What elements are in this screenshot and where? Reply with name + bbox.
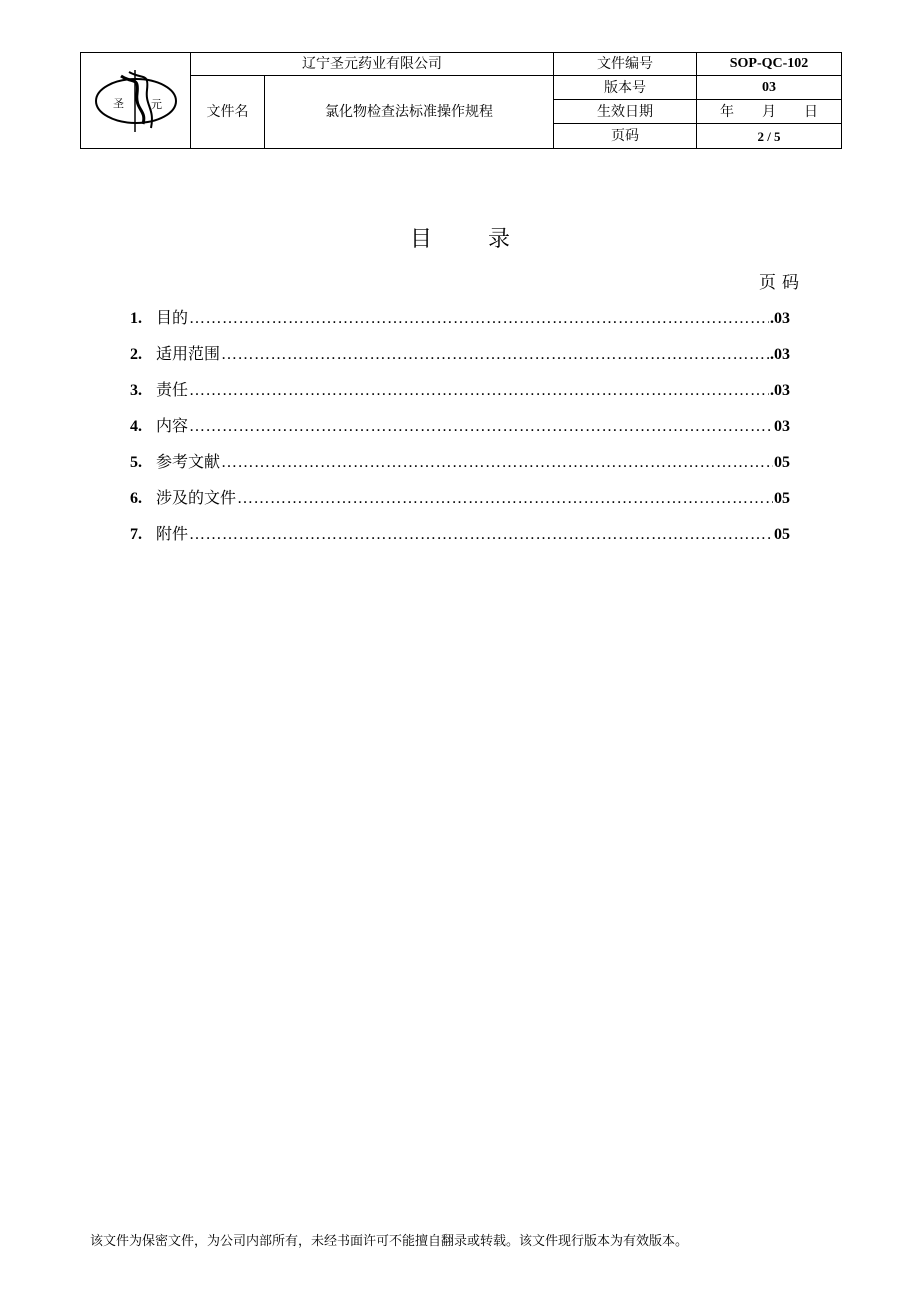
- toc-item-page: 03: [774, 418, 790, 435]
- toc-item-label: 附件: [156, 524, 189, 543]
- toc-item-number: 3.: [130, 382, 142, 399]
- toc-item[interactable]: [130, 413, 790, 449]
- table-of-contents: [130, 305, 790, 557]
- toc-leader-dots: [189, 382, 769, 400]
- toc-leader-dots: [189, 310, 769, 328]
- effective-date-value: 年 月 日: [697, 99, 842, 124]
- logo-left-char: 圣: [112, 96, 124, 110]
- toc-item[interactable]: [130, 449, 790, 485]
- toc-item-label: 目的: [156, 308, 189, 327]
- toc-item-label: 责任: [156, 380, 189, 399]
- toc-leader-dots: [237, 490, 773, 508]
- document-header-table: [80, 52, 842, 149]
- confidentiality-notice: 该文件为保密文件，为公司内部所有，未经书面许可不能擅自翻录或转载。该文件现行版本为有效版本。: [90, 1234, 689, 1249]
- toc-item-label: 内容: [156, 416, 189, 435]
- effective-date-label: 生效日期: [554, 99, 697, 124]
- toc-item[interactable]: [130, 377, 790, 413]
- toc-item-page: .03: [770, 382, 790, 399]
- toc-leader-dots: [221, 454, 773, 472]
- logo-right-char: 元: [150, 97, 162, 111]
- toc-item-page: 05: [774, 526, 790, 543]
- version-label: 版本号: [554, 76, 697, 99]
- toc-item-label: 涉及的文件: [156, 488, 237, 507]
- toc-item[interactable]: [130, 341, 790, 377]
- toc-item-page: 05: [774, 454, 790, 471]
- toc-item-page: .03: [770, 346, 790, 363]
- page-value: 2 / 5: [697, 124, 842, 149]
- toc-item-page: 05: [774, 490, 790, 507]
- toc-leader-dots: [189, 418, 773, 436]
- toc-leader-dots: [189, 526, 773, 544]
- toc-title-right: 录: [488, 227, 511, 252]
- toc-item-number: 1.: [130, 310, 142, 327]
- toc-item-number: 5.: [130, 454, 142, 471]
- doc-no-label: 文件编号: [554, 53, 697, 76]
- doc-no-value: SOP-QC-102: [697, 53, 842, 76]
- page-label: 页码: [554, 124, 697, 149]
- toc-leader-dots: [221, 346, 769, 364]
- doc-name-label: 文件名: [191, 76, 265, 149]
- toc-item[interactable]: [130, 485, 790, 521]
- toc-item[interactable]: [130, 521, 790, 557]
- doc-name-value: 氯化物检查法标准操作规程: [265, 76, 554, 149]
- company-name: 辽宁圣元药业有限公司: [191, 53, 554, 76]
- toc-title-left: 目: [409, 227, 432, 252]
- toc-page-code-label: 页码: [759, 273, 805, 293]
- toc-item-number: 6.: [130, 490, 142, 507]
- toc-item-number: 2.: [130, 346, 142, 363]
- company-logo-icon: [91, 62, 181, 140]
- toc-item[interactable]: [130, 305, 790, 341]
- logo-cell: [81, 53, 191, 149]
- toc-title: [0, 222, 920, 253]
- version-value: 03: [697, 76, 842, 99]
- toc-item-label: 参考文献: [156, 452, 221, 471]
- toc-item-page: .03: [770, 310, 790, 327]
- toc-item-label: 适用范围: [156, 344, 221, 363]
- toc-item-number: 7.: [130, 526, 142, 543]
- toc-item-number: 4.: [130, 418, 142, 435]
